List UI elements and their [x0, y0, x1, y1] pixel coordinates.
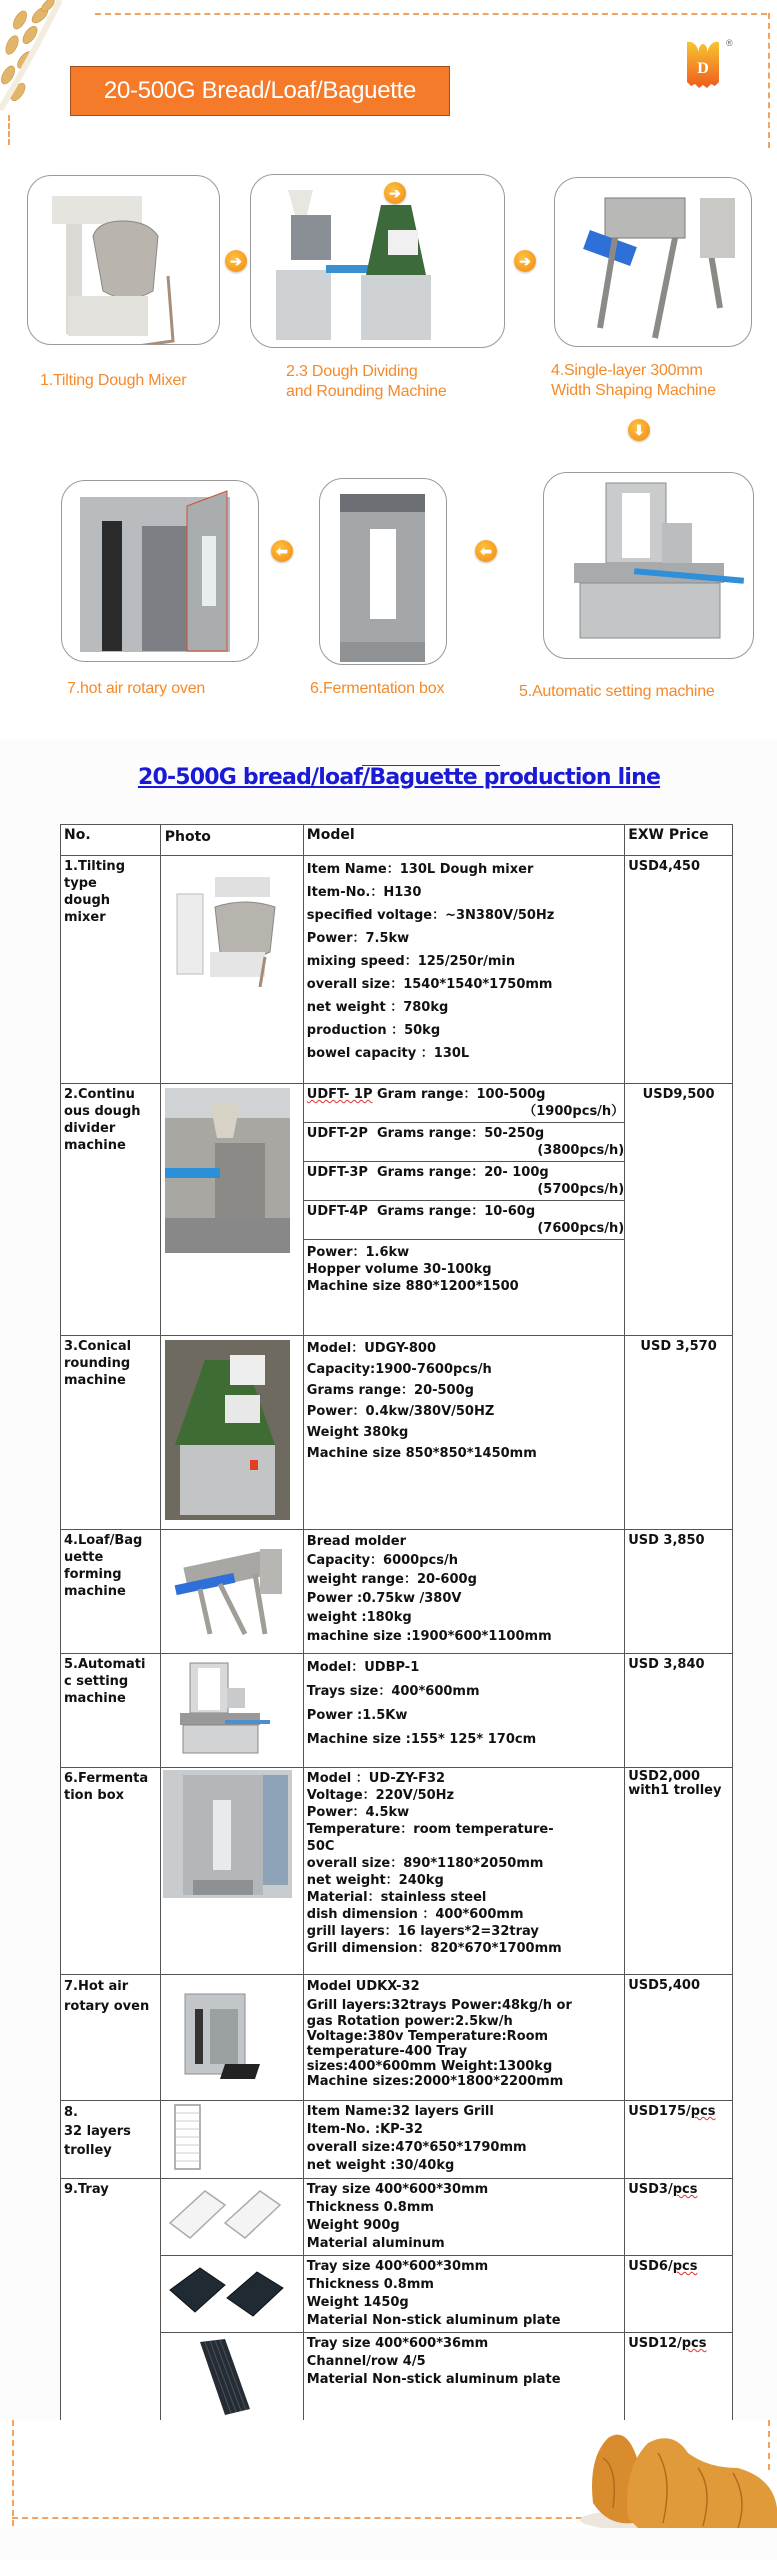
- price-table: [60, 824, 733, 2427]
- item-name-cell: [61, 1654, 161, 1768]
- spec-line: Material：stainless steel: [306, 1890, 487, 1905]
- spec-line: Model：UDGY-800: [306, 1341, 437, 1356]
- spec-line: Weight 1450g: [306, 2295, 409, 2310]
- setting-machine-image: [544, 473, 753, 658]
- item-name-cell: [61, 856, 161, 1084]
- spec-line: Capacity：6000pcs/h: [306, 1553, 458, 1568]
- item-name-line: machine: [64, 1373, 126, 1388]
- spec-line: Temperature：room temperature-: [306, 1822, 554, 1837]
- photo-cell: [160, 1530, 303, 1654]
- photo-cell: [160, 1975, 303, 2101]
- photo-cell: [160, 1654, 303, 1768]
- spec-line: Model ：UD-ZY-F32: [306, 1771, 446, 1786]
- spec-line: net weight：240kg: [306, 1873, 444, 1888]
- section-title: 20-500G bread/loaf/Baguette production line: [137, 765, 661, 790]
- spec-line: Bread molder: [306, 1534, 407, 1549]
- spec-line: Hopper volume 30-100kg: [306, 1262, 492, 1277]
- price-cell: USD5,400: [625, 1975, 733, 2101]
- arrow-right-icon: ➔: [384, 182, 406, 204]
- variant-model: UDFT- 1P: [306, 1087, 373, 1102]
- item-name-line: mixer: [64, 910, 106, 925]
- table-header-row: [61, 825, 733, 856]
- price-cell: USD4,450: [625, 856, 733, 1084]
- item-name-cell: 9.Tray: [61, 2179, 161, 2427]
- spec-line: Trays size：400*600mm: [306, 1684, 480, 1699]
- item-name-line: 4.Loaf/Bag: [64, 1533, 143, 1548]
- spec-line: Voltage：220V/50Hz: [306, 1788, 455, 1803]
- price-amount: USD175/: [628, 2104, 691, 2119]
- price-unit: pcs: [690, 2104, 716, 2119]
- croissant-decoration-image: [578, 2428, 777, 2528]
- item-name-line: trolley: [64, 2143, 112, 2158]
- price-cell: [625, 2333, 733, 2427]
- variant-cell: [304, 1201, 624, 1240]
- divider-rounder-image: [251, 175, 504, 347]
- spec-line: overall size：890*1180*2050mm: [306, 1856, 544, 1871]
- fermentation-box-photo: [163, 1770, 292, 1898]
- price-cell: USD 3,850: [625, 1530, 733, 1654]
- spec-cell: [303, 2179, 624, 2256]
- spec-line: Item-No. :KP-32: [306, 2122, 423, 2137]
- spec-line: Power：0.4kw/380V/50HZ: [306, 1404, 495, 1419]
- step-card-fermentation-box: [319, 478, 447, 665]
- spec-line: Item Name:32 layers Grill: [306, 2104, 494, 2119]
- spec-cell: [303, 1530, 624, 1654]
- variant-rate: (3800pcs/h): [537, 1143, 625, 1158]
- spec-cell: [303, 2256, 624, 2333]
- table-row: [61, 2256, 733, 2333]
- spec-line: overall size:470*650*1790mm: [306, 2140, 527, 2155]
- spec-line: production ：50kg: [306, 1023, 441, 1038]
- item-name-line: 2.Continu: [64, 1087, 135, 1102]
- price-cell: USD9,500: [625, 1084, 733, 1336]
- bread-molder-photo: [165, 1534, 290, 1644]
- spec-cell: [303, 2333, 624, 2427]
- trolley-photo: [165, 2103, 290, 2171]
- spec-line: net weight :30/40kg: [306, 2158, 455, 2173]
- rounding-machine-photo: [165, 1340, 290, 1520]
- variant-model: UDFT-2P: [306, 1126, 368, 1141]
- step-label-5: 5.Automatic setting machine: [519, 683, 715, 700]
- spec-cell: [303, 2101, 624, 2179]
- price-unit: pcs: [672, 2259, 698, 2274]
- item-name-line: 32 layers: [64, 2124, 131, 2139]
- table-row: [61, 1768, 733, 1975]
- step-card-mixer: [27, 175, 220, 345]
- spec-line: Power：7.5kw: [306, 931, 410, 946]
- item-name-line: 7.Hot air: [64, 1979, 129, 1994]
- photo-cell: [160, 1768, 303, 1975]
- spec-line: Power :0.75kw /380V: [306, 1591, 462, 1606]
- spec-line: specified voltage：~3N380V/50Hz: [306, 908, 555, 923]
- spec-line: Grill dimension：820*670*1700mm: [306, 1941, 562, 1956]
- spec-line: Power：1.6kw: [306, 1245, 410, 1260]
- spec-line: weight range：20-600g: [306, 1572, 477, 1587]
- item-name-line: ous dough: [64, 1104, 141, 1119]
- item-name-line: uette: [64, 1550, 104, 1565]
- step-card-setting-machine: [543, 472, 754, 659]
- price-cell: [625, 1768, 733, 1975]
- spec-line: Power :1.5Kw: [306, 1708, 408, 1723]
- variant-range: Grams range：50-250g: [377, 1126, 545, 1141]
- spec-line: Item-No.：H130: [306, 885, 422, 900]
- aluminum-tray-photo: [165, 2183, 290, 2245]
- item-name-line: rounding: [64, 1356, 131, 1371]
- variant-model: UDFT-4P: [306, 1204, 368, 1219]
- table-row: [61, 856, 733, 1084]
- item-name-line: type: [64, 876, 97, 891]
- spec-line: Weight 380kg: [306, 1425, 409, 1440]
- dashed-border-left: [12, 2420, 14, 2526]
- price-note: with1 trolley: [628, 1783, 722, 1798]
- price-cell: [625, 2101, 733, 2179]
- spec-line: Thickness 0.8mm: [306, 2277, 434, 2292]
- dashed-border-left: [8, 115, 10, 145]
- shaping-machine-image: [555, 178, 751, 346]
- spec-line: machine size :1900*600*1100mm: [306, 1629, 552, 1644]
- step-label-6: 6.Fermentation box: [310, 680, 445, 697]
- arrow-right-icon: ➔: [225, 250, 247, 272]
- variant-cell: [304, 1240, 624, 1298]
- spec-line: Material Non-stick aluminum plate: [306, 2372, 561, 2387]
- table-row: [61, 2179, 733, 2256]
- price-unit: pcs: [672, 2182, 698, 2197]
- spec-line: Grams range：20-500g: [306, 1383, 474, 1398]
- item-name-line: c setting: [64, 1674, 129, 1689]
- dashed-border-top: [95, 13, 767, 15]
- variant-row: [304, 1084, 624, 1123]
- table-row: [61, 1975, 733, 2101]
- price-cell: USD 3,840: [625, 1654, 733, 1768]
- dough-mixer-photo: [165, 872, 290, 987]
- table-row: [61, 1336, 733, 1530]
- variant-row: [304, 1240, 624, 1298]
- price-line: USD2,000: [628, 1769, 701, 1784]
- item-name-line: dough: [64, 893, 111, 908]
- item-name-line: machine: [64, 1584, 126, 1599]
- dough-divider-photo: [165, 1088, 290, 1253]
- spec-line: 50C: [306, 1839, 335, 1854]
- spec-cell: [303, 856, 624, 1084]
- step-label-2-line1: 2.3 Dough Dividing: [286, 363, 418, 380]
- spec-cell: [303, 1975, 624, 2101]
- nonstick-tray-photo: [165, 2260, 290, 2322]
- spec-line: Tray size 400*600*30mm: [306, 2182, 489, 2197]
- photo-cell: [160, 856, 303, 1084]
- page-title-banner: 20-500G Bread/Loaf/Baguette Production Line: [70, 66, 450, 116]
- table-row: [61, 2101, 733, 2179]
- logo-letter: D: [697, 60, 709, 77]
- variant-cell: [304, 1162, 624, 1201]
- spec-line: Grill layers:32trays Power:48kg/h or: [306, 1998, 572, 2013]
- step-card-shaping-machine: [554, 177, 752, 347]
- spec-line: Material aluminum: [306, 2236, 445, 2251]
- spec-line: bowel capacity ：130L: [306, 1046, 470, 1061]
- spec-line: temperature-400 Tray: [306, 2044, 468, 2059]
- price-cell: [625, 2256, 733, 2333]
- price-unit: pcs: [681, 2336, 707, 2351]
- header-photo: Photo: [160, 825, 303, 856]
- spec-line: Model：UDBP-1: [306, 1660, 420, 1675]
- brand-logo-icon: [685, 38, 721, 94]
- item-name-cell: [61, 1084, 161, 1336]
- step-card-divider-rounder: [250, 174, 505, 348]
- spec-line: sizes:400*600mm Weight:1300kg: [306, 2059, 553, 2074]
- variant-rate: (5700pcs/h): [537, 1182, 625, 1197]
- dashed-border-bottom: [12, 2517, 592, 2519]
- variant-row: [304, 1201, 624, 1240]
- variant-cell: [304, 1084, 624, 1123]
- spec-line: overall size：1540*1540*1750mm: [306, 977, 553, 992]
- step-card-rotary-oven: [61, 480, 259, 662]
- item-name-line: machine: [64, 1691, 126, 1706]
- spec-cell: [303, 1336, 624, 1530]
- spec-line: mixing speed：125/250r/min: [306, 954, 516, 969]
- dashed-border-right: [768, 13, 770, 148]
- header-price: EXW Price: [625, 825, 733, 856]
- price-amount: USD6/: [628, 2259, 673, 2274]
- item-name-line: 5.Automati: [64, 1657, 146, 1672]
- spec-line: Item Name：130L Dough mixer: [306, 862, 534, 877]
- fermentation-box-image: [320, 479, 446, 664]
- spec-line: Weight 900g: [306, 2218, 400, 2233]
- variant-range: Grams range：10-60g: [377, 1204, 536, 1219]
- item-name-cell: [61, 1975, 161, 2101]
- spec-line: gas Rotation power:2.5kw/h: [306, 2014, 513, 2029]
- spec-line: Tray size 400*600*30mm: [306, 2259, 489, 2274]
- spec-line: Channel/row 4/5: [306, 2354, 426, 2369]
- arrow-right-icon: ➔: [514, 250, 536, 272]
- item-name-line: tion box: [64, 1788, 125, 1803]
- spec-line: Capacity:1900-7600pcs/h: [306, 1362, 492, 1377]
- spec-line: weight :180kg: [306, 1610, 412, 1625]
- spec-cell: [303, 1654, 624, 1768]
- item-name-line: rotary oven: [64, 1999, 150, 2014]
- item-name-line: forming: [64, 1567, 122, 1582]
- spec-line: Thickness 0.8mm: [306, 2200, 434, 2215]
- rotary-oven-image: [62, 481, 258, 661]
- spec-cell: [303, 1084, 624, 1336]
- spec-line: Voltage:380v Temperature:Room: [306, 2029, 549, 2044]
- item-name-line: 3.Conical: [64, 1339, 132, 1354]
- photo-cell: [160, 1336, 303, 1530]
- rotary-oven-photo: [165, 1979, 290, 2084]
- photo-cell: [160, 2179, 303, 2256]
- setting-machine-photo: [165, 1658, 290, 1758]
- item-name-line: divider: [64, 1121, 116, 1136]
- header-model: Model: [303, 825, 624, 856]
- spec-line: net weight ：780kg: [306, 1000, 449, 1015]
- table-row: [61, 1530, 733, 1654]
- item-name-cell: [61, 1768, 161, 1975]
- item-name-cell: [61, 1530, 161, 1654]
- variant-table: [304, 1084, 624, 1297]
- variant-range: Grams range：20- 100g: [377, 1165, 549, 1180]
- variant-rate: （1900pcs/h）: [523, 1104, 625, 1119]
- spec-line: Machine sizes:2000*1800*2200mm: [306, 2074, 564, 2089]
- item-name-line: machine: [64, 1138, 126, 1153]
- mixer-image: [28, 176, 219, 344]
- spec-cell: [303, 1768, 624, 1975]
- step-label-2-line2: and Rounding Machine: [286, 383, 447, 400]
- spec-line: Power：4.5kw: [306, 1805, 410, 1820]
- price-amount: USD3/: [628, 2182, 673, 2197]
- price-cell: [625, 2179, 733, 2256]
- table-row: [61, 1084, 733, 1336]
- arrow-down-icon: ⬇: [628, 419, 650, 441]
- price-cell: USD 3,570: [625, 1336, 733, 1530]
- photo-cell: [160, 2101, 303, 2179]
- photo-cell: [160, 2333, 303, 2427]
- variant-model: UDFT-3P: [306, 1165, 368, 1180]
- step-label-4-line1: 4.Single-layer 300mm: [551, 362, 703, 379]
- table-row: [61, 1654, 733, 1768]
- spec-line: dish dimension ：400*600mm: [306, 1907, 524, 1922]
- spec-line: grill layers：16 layers*2=32tray: [306, 1924, 539, 1939]
- variant-range: Gram range：100-500g: [377, 1087, 546, 1102]
- variant-rate: (7600pcs/h): [537, 1221, 625, 1236]
- step-label-1: 1.Tilting Dough Mixer: [40, 372, 187, 389]
- spec-line: Tray size 400*600*36mm: [306, 2336, 489, 2351]
- table-row: [61, 2333, 733, 2427]
- variant-row: [304, 1123, 624, 1162]
- wheat-decoration-image: [0, 0, 80, 115]
- baguette-tray-photo: [165, 2337, 290, 2417]
- step-label-4-line2: Width Shaping Machine: [551, 382, 716, 399]
- photo-cell: [160, 2256, 303, 2333]
- header-no: No.: [61, 825, 161, 856]
- arrow-left-icon: ⬅: [475, 540, 497, 562]
- step-label-7: 7.hot air rotary oven: [67, 680, 206, 697]
- price-amount: USD12/: [628, 2336, 682, 2351]
- variant-row: [304, 1162, 624, 1201]
- spec-line: Model UDKX-32: [306, 1979, 420, 1994]
- photo-cell: [160, 1084, 303, 1336]
- variant-cell: [304, 1123, 624, 1162]
- item-name-cell: [61, 1336, 161, 1530]
- item-name-line: 6.Fermenta: [64, 1771, 149, 1786]
- item-name-cell: [61, 2101, 161, 2179]
- item-name-line: 1.Tilting: [64, 859, 125, 874]
- spec-line: Machine size 880*1200*1500: [306, 1279, 519, 1294]
- item-name-line: 8.: [64, 2105, 78, 2120]
- spec-line: Material Non-stick aluminum plate: [306, 2313, 561, 2328]
- spec-line: Machine size :155* 125* 170cm: [306, 1732, 537, 1747]
- registered-mark: ®: [726, 38, 733, 48]
- arrow-left-icon: ⬅: [271, 540, 293, 562]
- spec-line: Machine size 850*850*1450mm: [306, 1446, 537, 1461]
